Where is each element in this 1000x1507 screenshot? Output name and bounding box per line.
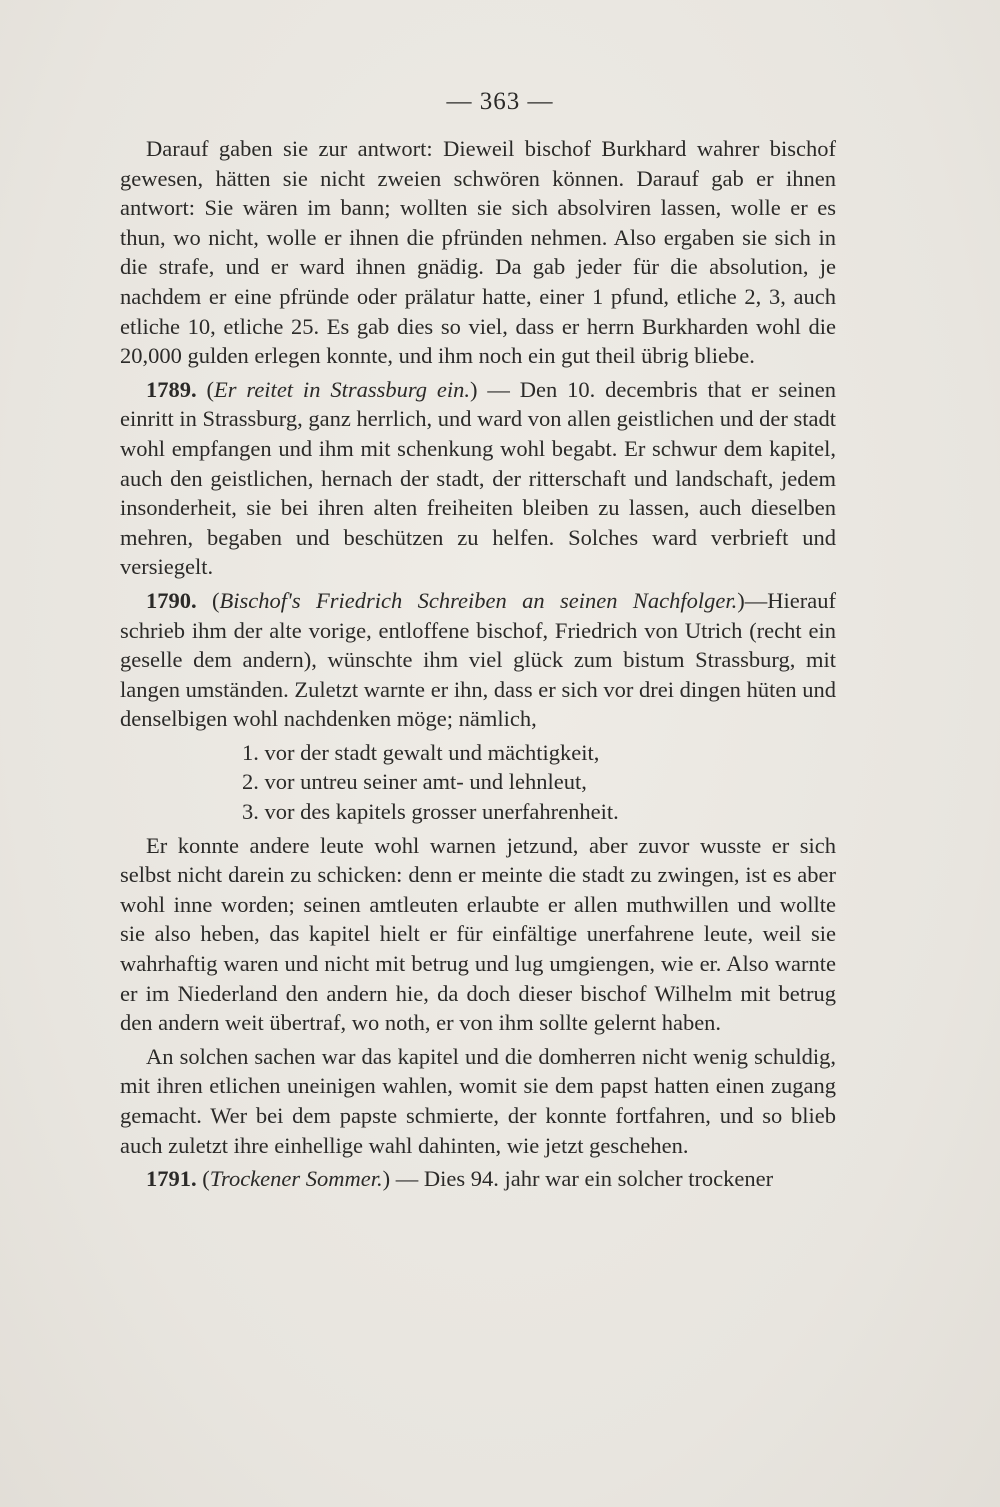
section-title: Trockener Sommer. [209, 1166, 383, 1192]
section-text: — Dies 94. jahr war ein solcher trockener [395, 1166, 774, 1192]
list-item: 2. vor untreu seiner amt- und lehnleut, [242, 769, 587, 795]
section-1789: 1789. (Er reitet in Strassburg ein.) — Den 10. decembris that er seinen einritt in Strassburg, ganz herrlich, und ward von allen geistlichen und der stadt wohl empfangen und ihm mit schenkung wohl begabt. Er schwur dem kapitel, auch den geistlichen, hernach der stadt, der ritterschaft und landschaft, jedem insonderheit, sie bei ihren alten freiheiten bleiben zu lassen, auch dieselben mehren, begaben und beschützen zu helfen. Solches ward verbrieft und versiegelt. [120, 376, 836, 580]
paragraph-kapitel: An solchen sachen war das kapitel und die domherren nicht wenig schuldig, mit ihren etlichen uneinigen wahlen, womit sie dem papst hatten einen zugang gemacht. Wer bei dem papste schmierte, der konnte fortfahren, und so blieb auch zuletzt ihre einhellige wahl dahinten, wie jetzt geschehen. [120, 1043, 836, 1158]
body-text [120, 134, 836, 1198]
section-number: 1789. [146, 376, 197, 402]
section-text: —Hierauf schrieb ihm der alte vorige, entloffene bischof, Friedrich von Utrich (recht ein geselle dem andern), wünschte ihm viel glück zum bistum Strassburg, mit langen umständen. Zuletzt warnte er ihn, dass er sich vor drei dingen hüten und denselbigen wohl nachdenken möge; nämlich, [120, 587, 836, 732]
section-1790: 1790. (Bischof's Friedrich Schreiben an seinen Nachfolger.)—Hierauf schrieb ihm der alte vorige, entloffene bischof, Friedrich von Utrich (recht ein geselle dem andern), wünschte ihm viel glück zum bistum Strassburg, mit langen umständen. Zuletzt warnte er ihn, dass er sich vor drei dingen hüten und denselbigen wohl nachdenken möge; nämlich, [120, 587, 836, 732]
section-title: Er reitet in Strassburg ein. [214, 376, 471, 402]
paragraph-commentary: Er konnte andere leute wohl warnen jetzund, aber zuvor wusste er sich selbst nicht darein zu schicken: denn er meinte die stadt zu zwingen, ist es aber wohl inne worden; seinen amtleuten erlaubte er allen muthwillen und wollte sie also heben, das kapitel hielt er für einfältige unerfahrene leute, weil sie wahrhaftig waren und nicht mit betrug und lug umgiengen, wie er. Also warnte er im Niederland den andern hie, da doch dieser bischof Wilhelm mit betrug den andern weit übertraf, wo noth, er von ihm sollte gelernt haben. [120, 832, 836, 1036]
section-text: — Den 10. decembris that er seinen einritt in Strassburg, ganz herrlich, und ward von allen geistlichen und der stadt wohl empfangen und ihm mit schenkung wohl begabt. Er schwur dem kapitel, auch den geistlichen, hernach der stadt, der ritterschaft und landschaft, jedem insonderheit, sie bei ihren alten freiheiten bleiben zu lassen, auch dieselben mehren, begaben und beschützen zu helfen. Solches ward verbrieft und versiegelt. [120, 376, 836, 580]
section-number: 1791. [146, 1166, 197, 1192]
page-number: — 363 — [446, 88, 554, 115]
paragraph-intro: Darauf gaben sie zur antwort: Dieweil bischof Burkhard wahrer bischof gewesen, hätten sie nicht zweien schwören können. Darauf gab er ihnen antwort: Sie wären im bann; wollten sie sich absolviren lassen, wolle er es thun, wo nicht, wolle er ihnen die pfründen nehmen. Also ergaben sie sich in die strafe, und er ward ihnen gnädig. Da gab jeder für die absolution, je nachdem er eine pfründe oder prälatur hatte, einer 1 pfund, etliche 2, 3, auch etliche 10, etliche 25. Es gab dies so viel, dass er herrn Burkharden wohl die 20,000 gulden erlegen konnte, und ihm noch ein gut theil übrig bliebe. [120, 136, 836, 369]
section-title: Bischof's Friedrich Schreiben an seinen Nachfolger. [219, 587, 738, 613]
section-1791: 1791. (Trockener Sommer.) — Dies 94. jahr war ein solcher trockener [146, 1166, 774, 1192]
list-item: 3. vor des kapitels grosser unerfahrenheit. [242, 799, 619, 825]
section-number: 1790. [146, 587, 197, 613]
warning-list [120, 738, 836, 827]
list-item: 1. vor der stadt gewalt und mächtigkeit, [242, 739, 600, 765]
